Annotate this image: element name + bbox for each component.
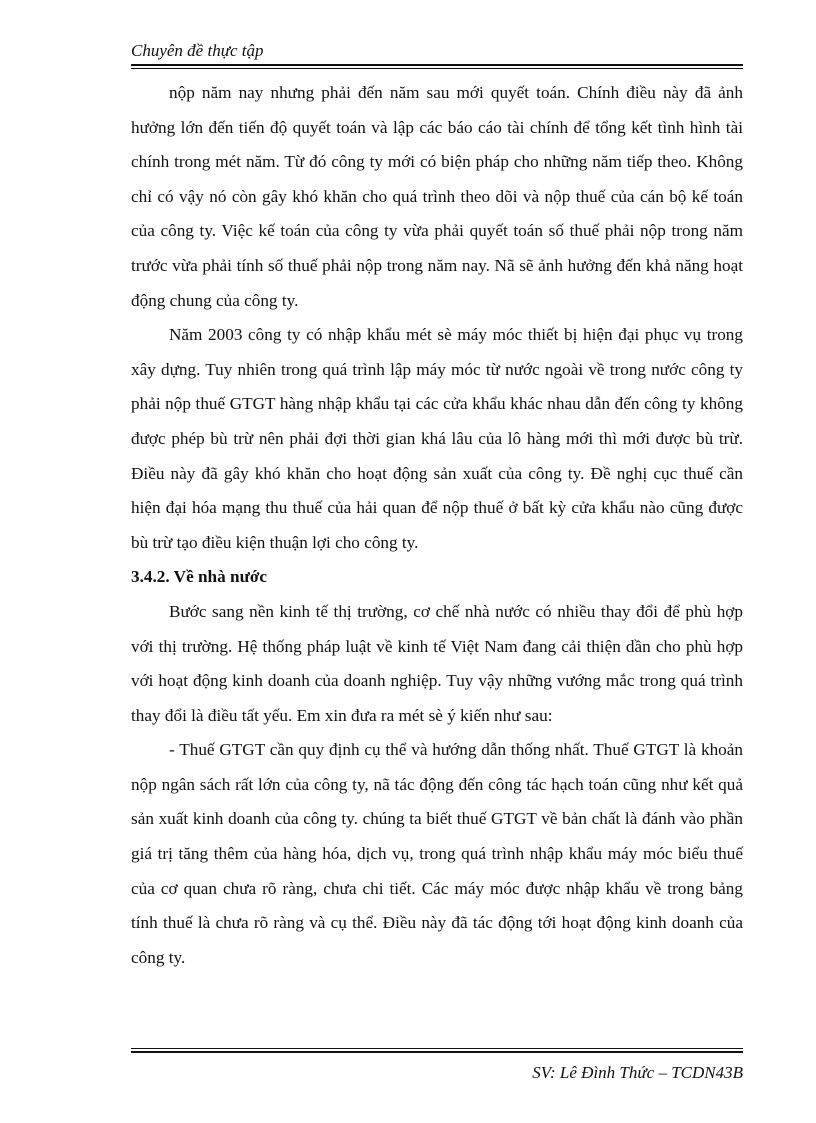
paragraph: - Thuế GTGT cần quy định cụ thể và hướng dẫn thống nhất. Thuế GTGT là khoản nộp ngân sách rất lớn của công ty, nã tác động đến công tác hạch toán cũng như kết quả sản xuất kinh doanh của công ty. chúng ta biết thuế GTGT về bản chất là đánh vào phần giá trị tăng thêm của hàng hóa, dịch vụ, trong quá trình nhập khẩu máy móc biểu thuế của cơ quan chưa rõ ràng, chưa chi tiết. Các máy móc được nhập khẩu về trong bảng tính thuế là chưa rõ ràng và cụ thể. Điều này đã tác động tới hoạt động kinh doanh của công ty. — [131, 740, 743, 967]
page-header-title: Chuyên đề thực tập — [131, 41, 264, 60]
header-divider — [131, 64, 743, 69]
footer-divider — [131, 1048, 743, 1053]
section-heading: 3.4.2. Về nhà nước — [131, 567, 268, 587]
paragraph: nộp năm nay nhưng phải đến năm sau mới quyết toán. Chính điều này đã ảnh hưởng lớn đến tiến độ quyết toán và lập các báo cáo tài chính để tổng kết tình hình tài chính trong mét năm. Từ đó công ty mới có biện pháp cho những năm tiếp theo. Không chỉ có vậy nó còn gây khó khăn cho quá trình theo dõi và nộp thuế của cán bộ kế toán của công ty. Việc kế toán của công ty vừa phải quyết toán số thuế phải nộp trong năm trước vừa phải tính số thuế phải nộp trong năm nay. Nã sẽ ảnh hưởng đến khả năng hoạt động chung của công ty. — [131, 83, 743, 310]
document-body — [131, 76, 743, 975]
page-footer-author: SV: Lê Đình Thức – TCDN43B — [532, 1063, 743, 1082]
paragraph: Bước sang nền kinh tế thị trường, cơ chế nhà nước có nhiều thay đổi để phù hợp với thị trường. Hệ thống pháp luật về kinh tế Việt Nam đang cải thiện dần cho phù hợp với hoạt động kinh doanh của doanh nghiệp. Tuy vậy những vướng mắc trong quá trình thay đổi là điều tất yếu. Em xin đưa ra mét sè ý kiến như sau: — [131, 601, 743, 725]
paragraph: Năm 2003 công ty có nhập khẩu mét sè máy móc thiết bị hiện đại phục vụ trong xây dựng. Tuy nhiên trong quá trình lập máy móc từ nước ngoài về trong nước công ty phải nộp thuế GTGT hàng nhập khẩu tại các cửa khẩu khác nhau dẫn đến công ty không được phép bù trừ nên phải đợi thời gian khá lâu của lô hàng mới thì mới được bù trừ. Điều này đã gây khó khăn cho hoạt động sản xuất của công ty. Đề nghị cục thuế cần hiện đại hóa mạng thu thuế của hải quan để nộp thuế ở bất kỳ cửa khẩu nào cũng được bù trừ tạo điều kiện thuận lợi cho công ty. — [131, 325, 743, 552]
